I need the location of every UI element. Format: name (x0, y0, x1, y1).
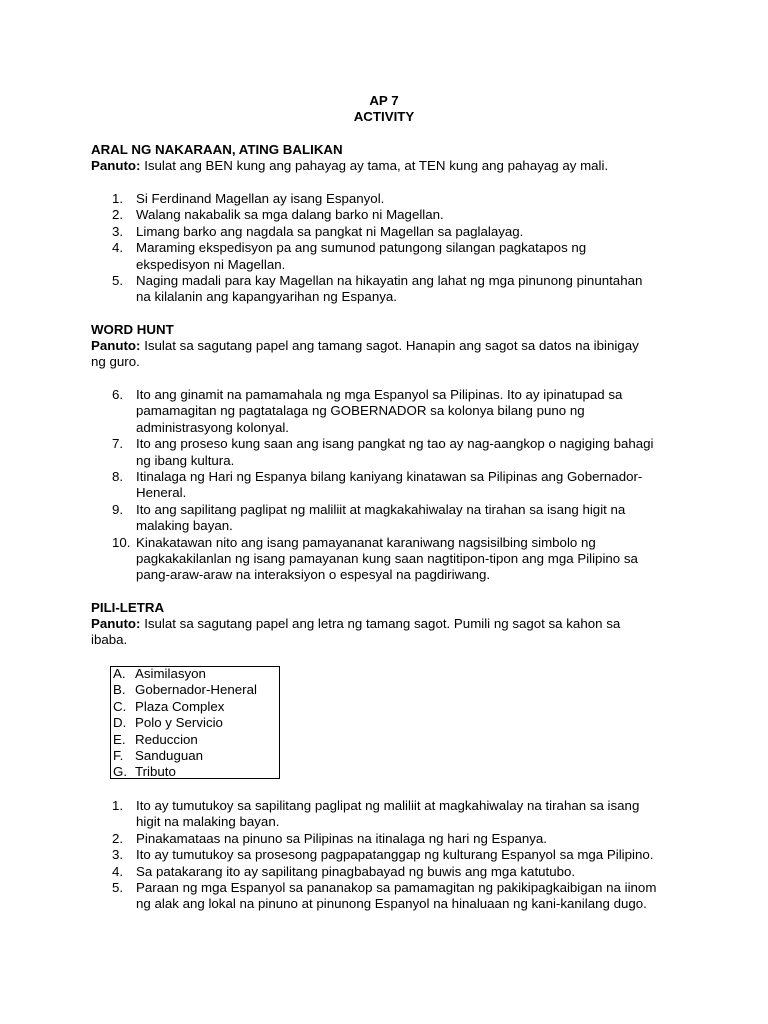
list-item-number: 5. (112, 273, 124, 289)
instruction-label: Panuto: (91, 158, 141, 173)
section2-heading (91, 322, 681, 338)
choice-text: Sanduguan (135, 748, 204, 764)
choice-text: Gobernador-Heneral (135, 682, 257, 698)
activity-title: ACTIVITY (353, 109, 415, 124)
subject-title: AP 7 (369, 93, 399, 108)
section2-instruction (91, 338, 681, 371)
section-heading: ARAL NG NAKARAAN, ATING BALIKAN (91, 142, 343, 157)
list-item (91, 436, 681, 469)
list-item (91, 207, 681, 223)
list-item-text: Ito ay tumutukoy sa prosesong pagpapatanggap ng kulturang Espanyol sa mga Pilipino. (136, 847, 654, 863)
section3-list (91, 798, 681, 913)
list-item-text: Itinalaga ng Hari ng Espanya bilang kaniyang kinatawan sa Pilipinas ang Gobernador- (136, 469, 643, 485)
choice-letter: E. (113, 731, 126, 747)
list-item-text: Si Ferdinand Magellan ay isang Espanyol. (136, 191, 385, 206)
choice-letter: F. (113, 748, 124, 764)
list-item-number: 5. (112, 880, 124, 896)
list-item-number: 7. (112, 436, 124, 452)
instruction-label: Panuto: (91, 338, 141, 353)
list-item (91, 798, 681, 831)
choices-list (111, 666, 279, 781)
choice-text: Reduccion (135, 731, 198, 747)
list-item-text: administrasyong kolonyal. (136, 419, 289, 435)
choice-text: Tributo (135, 764, 176, 780)
list-item-number: 3. (112, 223, 124, 239)
list-item (91, 535, 681, 584)
instruction-text: Isulat sa sagutang papel ang tamang sagot. Hanapin ang sagot sa datos na ibinigay (140, 338, 639, 353)
choice-item (111, 699, 279, 715)
list-item (91, 831, 681, 847)
choice-letter: A. (113, 666, 126, 681)
choice-item (111, 682, 279, 698)
section2-list (91, 387, 681, 584)
list-item-text: Pinakamataas na pinuno sa Pilipinas na itinalaga ng hari ng Espanya. (136, 830, 548, 846)
list-item-text: pang-araw-araw na interaksiyon o espesyal na pagdiriwang. (136, 567, 491, 583)
choice-item (111, 666, 279, 682)
list-item (91, 240, 681, 273)
section1-instruction (91, 158, 681, 174)
list-item-text: Walang nakabalik sa mga dalang barko ni Magellan. (136, 207, 444, 223)
list-item-number: 1. (112, 798, 124, 813)
choice-letter: G. (113, 764, 128, 780)
list-item-text: Ito ay tumutukoy sa sapilitang paglipat ng maliliit at magkahiwalay na tirahan sa isang (136, 798, 640, 813)
list-item-text: Heneral. (136, 485, 187, 501)
list-item (91, 469, 681, 502)
list-item-number: 2. (112, 830, 124, 846)
choice-item (111, 764, 279, 780)
list-item-number: 4. (112, 240, 124, 256)
section1-heading (91, 142, 681, 158)
list-item-number: 8. (112, 469, 124, 485)
list-item (91, 387, 681, 436)
list-item-text: Ito ang sapilitang paglipat ng maliliit at magkakahiwalay na tirahan sa isang higit na (136, 501, 626, 517)
list-item-text: ekspedisyon ni Magellan. (136, 256, 286, 272)
list-item-text: Limang barko ang nagdala sa pangkat ni Magellan sa paglalayag. (136, 223, 524, 239)
list-item-number: 2. (112, 207, 124, 223)
section3-heading (91, 600, 681, 616)
choice-letter: D. (113, 715, 127, 731)
list-item-text: malaking bayan. (136, 518, 233, 534)
list-item-text: na kilalanin ang kapangyarihan ng Espanya. (136, 289, 397, 305)
choice-text: Asimilasyon (135, 666, 206, 681)
choice-letter: B. (113, 682, 126, 698)
list-item-text: Naging madali para kay Magellan na hikayatin ang lahat ng mga pinunong pinuntahan (136, 273, 643, 289)
list-item-number: 10. (112, 534, 131, 550)
instruction-text: Isulat sa sagutang papel ang letra ng tamang sagot. Pumili ng sagot sa kahon sa (140, 616, 621, 631)
instruction-text: Isulat ang BEN kung ang pahayag ay tama, at TEN kung ang pahayag ay mali. (140, 158, 609, 173)
choice-text: Polo y Servicio (135, 715, 223, 731)
list-item-number: 3. (112, 847, 124, 863)
list-item (91, 880, 681, 913)
list-item-text: Paraan ng mga Espanyol sa pananakop sa pamamagitan ng pakikipagkaibigan na iinom (136, 880, 657, 896)
list-item (91, 273, 681, 306)
instruction-text-cont: ibaba. (91, 632, 128, 648)
list-item (91, 847, 681, 863)
choice-text: Plaza Complex (135, 698, 225, 714)
choice-item (111, 732, 279, 748)
list-item (91, 224, 681, 240)
list-item-number: 1. (112, 191, 124, 206)
list-item-text: pagkakakilanlan ng isang pamayanan kung saan nagtitipon-tipon ang mga Pilipino sa (136, 551, 638, 567)
list-item (91, 191, 681, 207)
list-item-text: Maraming ekspedisyon pa ang sumunod patungong silangan pagkatapos ng (136, 240, 587, 256)
list-item (91, 864, 681, 880)
section-heading: WORD HUNT (91, 322, 174, 337)
list-item-number: 9. (112, 501, 124, 517)
list-item (91, 502, 681, 535)
instruction-text-cont: ng guro. (91, 354, 140, 370)
section3-instruction (91, 616, 681, 649)
list-item-text: Sa patakarang ito ay sapilitang pinagbabayad ng buwis ang mga katutubo. (136, 863, 576, 879)
list-item-text: Ito ang ginamit na pamamahala ng mga Espanyol sa Pilipinas. Ito ay ipinatupad sa (136, 387, 623, 402)
list-item-text: higit na malaking bayan. (136, 814, 280, 830)
section-heading: PILI-LETRA (91, 600, 165, 615)
choice-item (111, 748, 279, 764)
instruction-label: Panuto: (91, 616, 141, 631)
list-item-number: 4. (112, 863, 124, 879)
list-item-text: Ito ang proseso kung saan ang isang pangkat ng tao ay nag-aangkop o nagiging bahagi (136, 436, 654, 452)
list-item-text: pamamagitan ng pagtatalaga ng GOBERNADOR sa kolonya bilang puno ng (136, 403, 585, 419)
list-item-text: ng alak ang lokal na pinuno at pinunong Espanyol na hinaluaan ng kani-kanilang dugo. (136, 896, 647, 912)
choice-item (111, 715, 279, 731)
list-item-text: Kinakatawan nito ang isang pamayananat karaniwang nagsisilbing simbolo ng (136, 534, 596, 550)
section1-list (91, 191, 681, 306)
choice-letter: C. (113, 698, 127, 714)
list-item-number: 6. (112, 387, 124, 402)
list-item-text: ng ibang kultura. (136, 452, 235, 468)
